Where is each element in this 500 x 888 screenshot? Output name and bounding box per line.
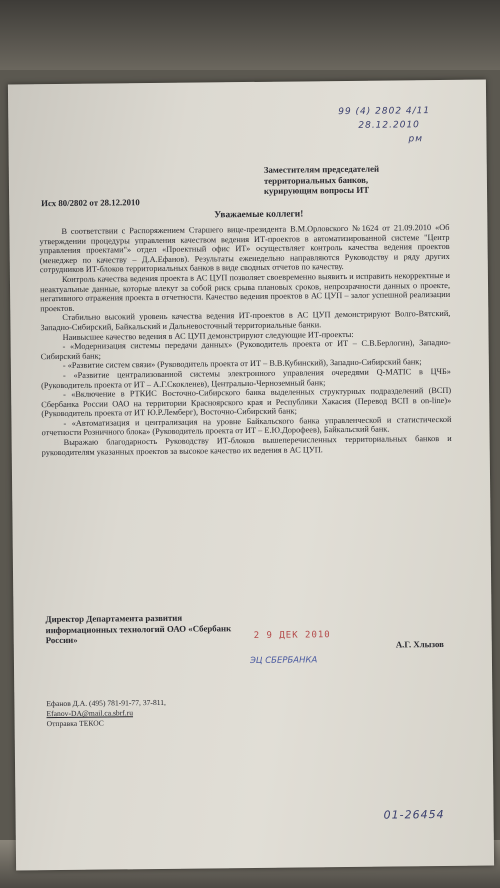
signatory-name: А.Г. Хлызов xyxy=(395,638,444,650)
handwritten-initials: рм xyxy=(408,134,424,145)
letter-body xyxy=(39,223,451,458)
contact-email-link[interactable]: Efanov-DA@mail.ca.sbrf.ru xyxy=(46,708,134,719)
background-top xyxy=(0,0,500,70)
closing-paragraph: Выражаю благодарность Руководству ИТ-блоков вышеперечисленных территориальных банков и руководителям указанных проектов за высокое качество их ведения в АС ЦУП. xyxy=(41,433,452,457)
handwritten-number: 99 (4) 2802 4/11 xyxy=(338,106,431,118)
received-date-stamp: 2 9 ДЕК 2010 xyxy=(253,630,331,641)
handwritten-registration: 01-26454 xyxy=(383,807,445,822)
project-item: - «Развитие централизованной системы электронного управления очередями Q-MATIC в ЦЧБ» (Руководитель проекта от ИТ – А.Г.Скокленев), Центрально-Черноземный банк; xyxy=(41,366,451,390)
project-item: - «Развитие систем связи» (Руководитель проекта от ИТ – В.В.Кубинский), Западно-Сибирский банк; xyxy=(62,357,422,371)
signatory-title: Директор Департамента развития информационных технологий ОАО «Сбербанк России» xyxy=(45,612,232,646)
paragraph: Стабильно высокий уровень качества ведения ИТ-проектов в АС ЦУП демонстрируют Волго-Вятский, Западно-Сибирский, Байкальский и Дальневосточный территориальные банки. xyxy=(40,309,451,333)
project-item: - «Модернизация системы передачи данных» (Руководитель проекта от ИТ – С.В.Берлогин), Западно-Сибирский банк; xyxy=(40,338,451,361)
contact-phone: Ефанов Д.А. (495) 781-91-77, 37-811, xyxy=(46,697,166,709)
letter-sheet xyxy=(8,80,494,871)
paragraph: Наивысшее качество ведения в АС ЦУП демонстрируют следующие ИТ-проекты: xyxy=(62,329,354,342)
paragraph: Контроль качества ведения проекта в АС ЦУП позволяет своевременно выявить и исправить некорректные и неактуальные данные, которые влекут за собой риск срыва плановых сроков, непрозрачности данных о проекте, негативного отражения проекта в отчетности. Качество ведения проектов в АС ЦУП – залог успешной реализации проектов. xyxy=(39,270,451,313)
addressee: Заместителям председателей территориальных банков, курирующим вопросы ИТ xyxy=(263,163,380,196)
paragraph: В соответствии с Распоряжением Старшего вице-президента В.М.Орловского №1624 от 21.09.2010 «Об утверждении процедуры управления качеством ведения ИТ-проектов в автоматизированной системе "Центр управления проектами"» отдел «Проектный офис ИТ» осуществляет контроль качества ведения проектов (менеджер по качеству – Д.А.Ефанов). Результаты еженедельно направляются Руководству и ряду других сотрудников ИТ-блоков территориальных банков в виде сводных отчетов по качеству. xyxy=(39,222,450,275)
project-item: - «Автоматизация и централизация на уровне Байкальского банка управленческой и статистической отчетности Розничного блока» (Руководитель проекта от ИТ – Е.Ю.Дорофеев), Байкальский банк. xyxy=(41,414,452,438)
contact-block xyxy=(46,697,266,729)
handwritten-date: 28.12.2010 xyxy=(358,120,420,131)
outgoing-reference: Исх 80/2802 от 28.12.2010 xyxy=(41,197,140,209)
project-item: - «Включение в РТКИС Восточно-Сибирского банка выделенных структурных подразделений (ВСП) Сбербанка России ОАО на территории Красноярского края и Республики Хакасия (Перевод ВСП в on-line)» (Руководитель проекта от ИТ Ю.Р.Лемберг), Восточно-Сибирский банк; xyxy=(41,385,452,419)
signature-stamp: ЭЦ СБЕРБАНКА xyxy=(249,655,318,667)
greeting: Уважаемые коллеги! xyxy=(214,209,304,221)
dispatch-note: Отправка ТЕКОС xyxy=(46,718,104,729)
